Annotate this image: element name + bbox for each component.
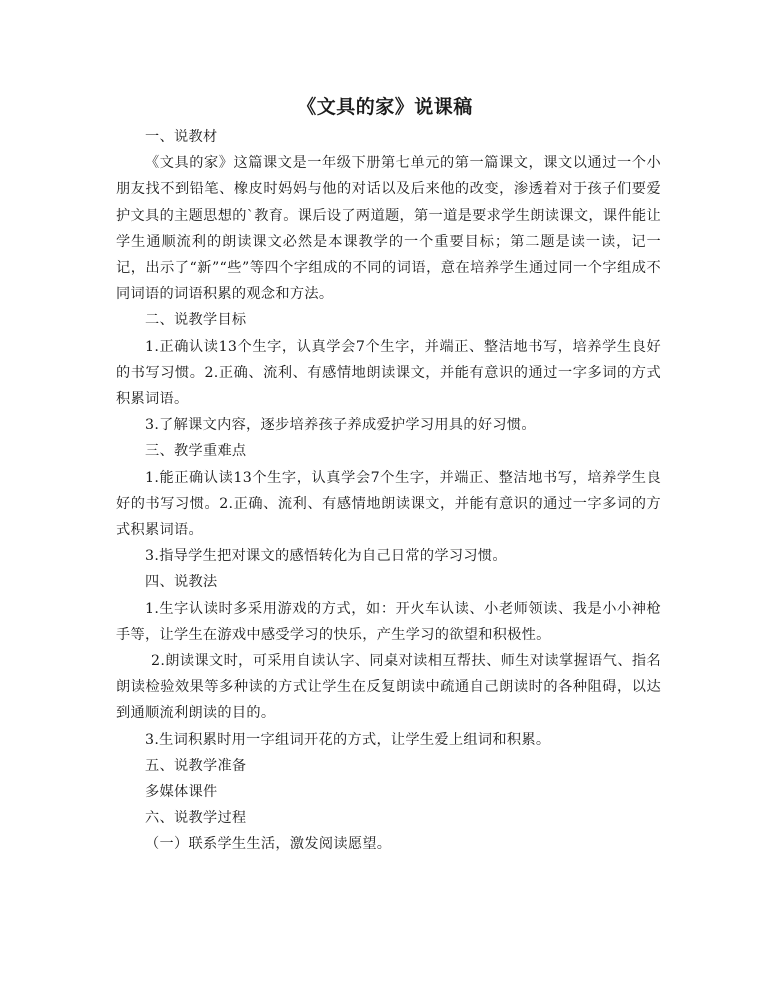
section-heading-objectives: 二、说教学目标 (145, 312, 247, 329)
paragraph-key-points-3: 3.指导学生把对课文的感悟转化为自己日常的学习习惯。 (145, 548, 507, 565)
paragraph-methods-1: 1.生字认读时多采用游戏的方式，如：开火车认读、小老师领读、我是小小神枪手等，让学生在游戏中感受学习的快乐，产生学习的欲望和积极性。 (116, 600, 661, 643)
paragraph-process-1: （一）联系学生生活，激发阅读愿望。 (145, 836, 392, 853)
paragraph-methods-3: 3.生词积累时用一字组词开花的方式，让学生爱上组词和积累。 (145, 731, 551, 748)
paragraph-textbook-analysis: 《文具的家》这篇课文是一年级下册第七单元的第一篇课文，课文以通过一个小朋友找不到铅笔、橡皮时妈妈与他的对话以及后来他的改变，渗透着对于孩子们要爱护文具的主题思想的`教育。课后设了两道题，第一道是要求学生朗读课文，课件能让学生通顺流利的朗读课文必然是本课教学的一个重要目标；第二题是读一读，记一记，出示了“新”“些”等四个字组成的不同的词语，意在培养学生通过同一个字组成不同词语的词语积累的观念和方法。 (116, 155, 661, 303)
paragraph-objectives-3: 3.了解课文内容，逐步培养孩子养成爱护学习用具的好习惯。 (145, 417, 536, 434)
paragraph-key-points-1-2: 1.能正确认读13个生字，认真学会7个生字，并端正、整洁地书写，培养学生良好的书写习惯。2.正确、流利、有感情地朗读课文，并能有意识的通过一字多词的方式积累词语。 (116, 469, 661, 539)
section-heading-preparation: 五、说教学准备 (145, 757, 247, 774)
section-heading-key-points: 三、教学重难点 (145, 443, 247, 460)
paragraph-objectives-1-2: 1.正确认读13个生字，认真学会7个生字，并端正、整洁地书写，培养学生良好的书写习惯。2.正确、流利、有感情地朗读课文，并能有意识的通过一字多词的方式积累词语。 (116, 338, 661, 408)
paragraph-methods-2: 2.朗读课文时，可采用自读认字、同桌对读相互帮扶、师生对读掌握语气、指名朗读检验效果等多种读的方式让学生在反复朗读中疏通自己朗读时的各种阻碍，以达到通顺流利朗读的目的。 (116, 653, 661, 722)
section-heading-methods: 四、说教法 (145, 574, 218, 591)
document-title: 《文具的家》说课稿 (297, 96, 473, 118)
paragraph-preparation: 多媒体课件 (145, 784, 218, 801)
section-heading-textbook: 一、说教材 (145, 129, 218, 145)
document-body (116, 124, 661, 858)
section-heading-process: 六、说教学过程 (145, 810, 247, 827)
